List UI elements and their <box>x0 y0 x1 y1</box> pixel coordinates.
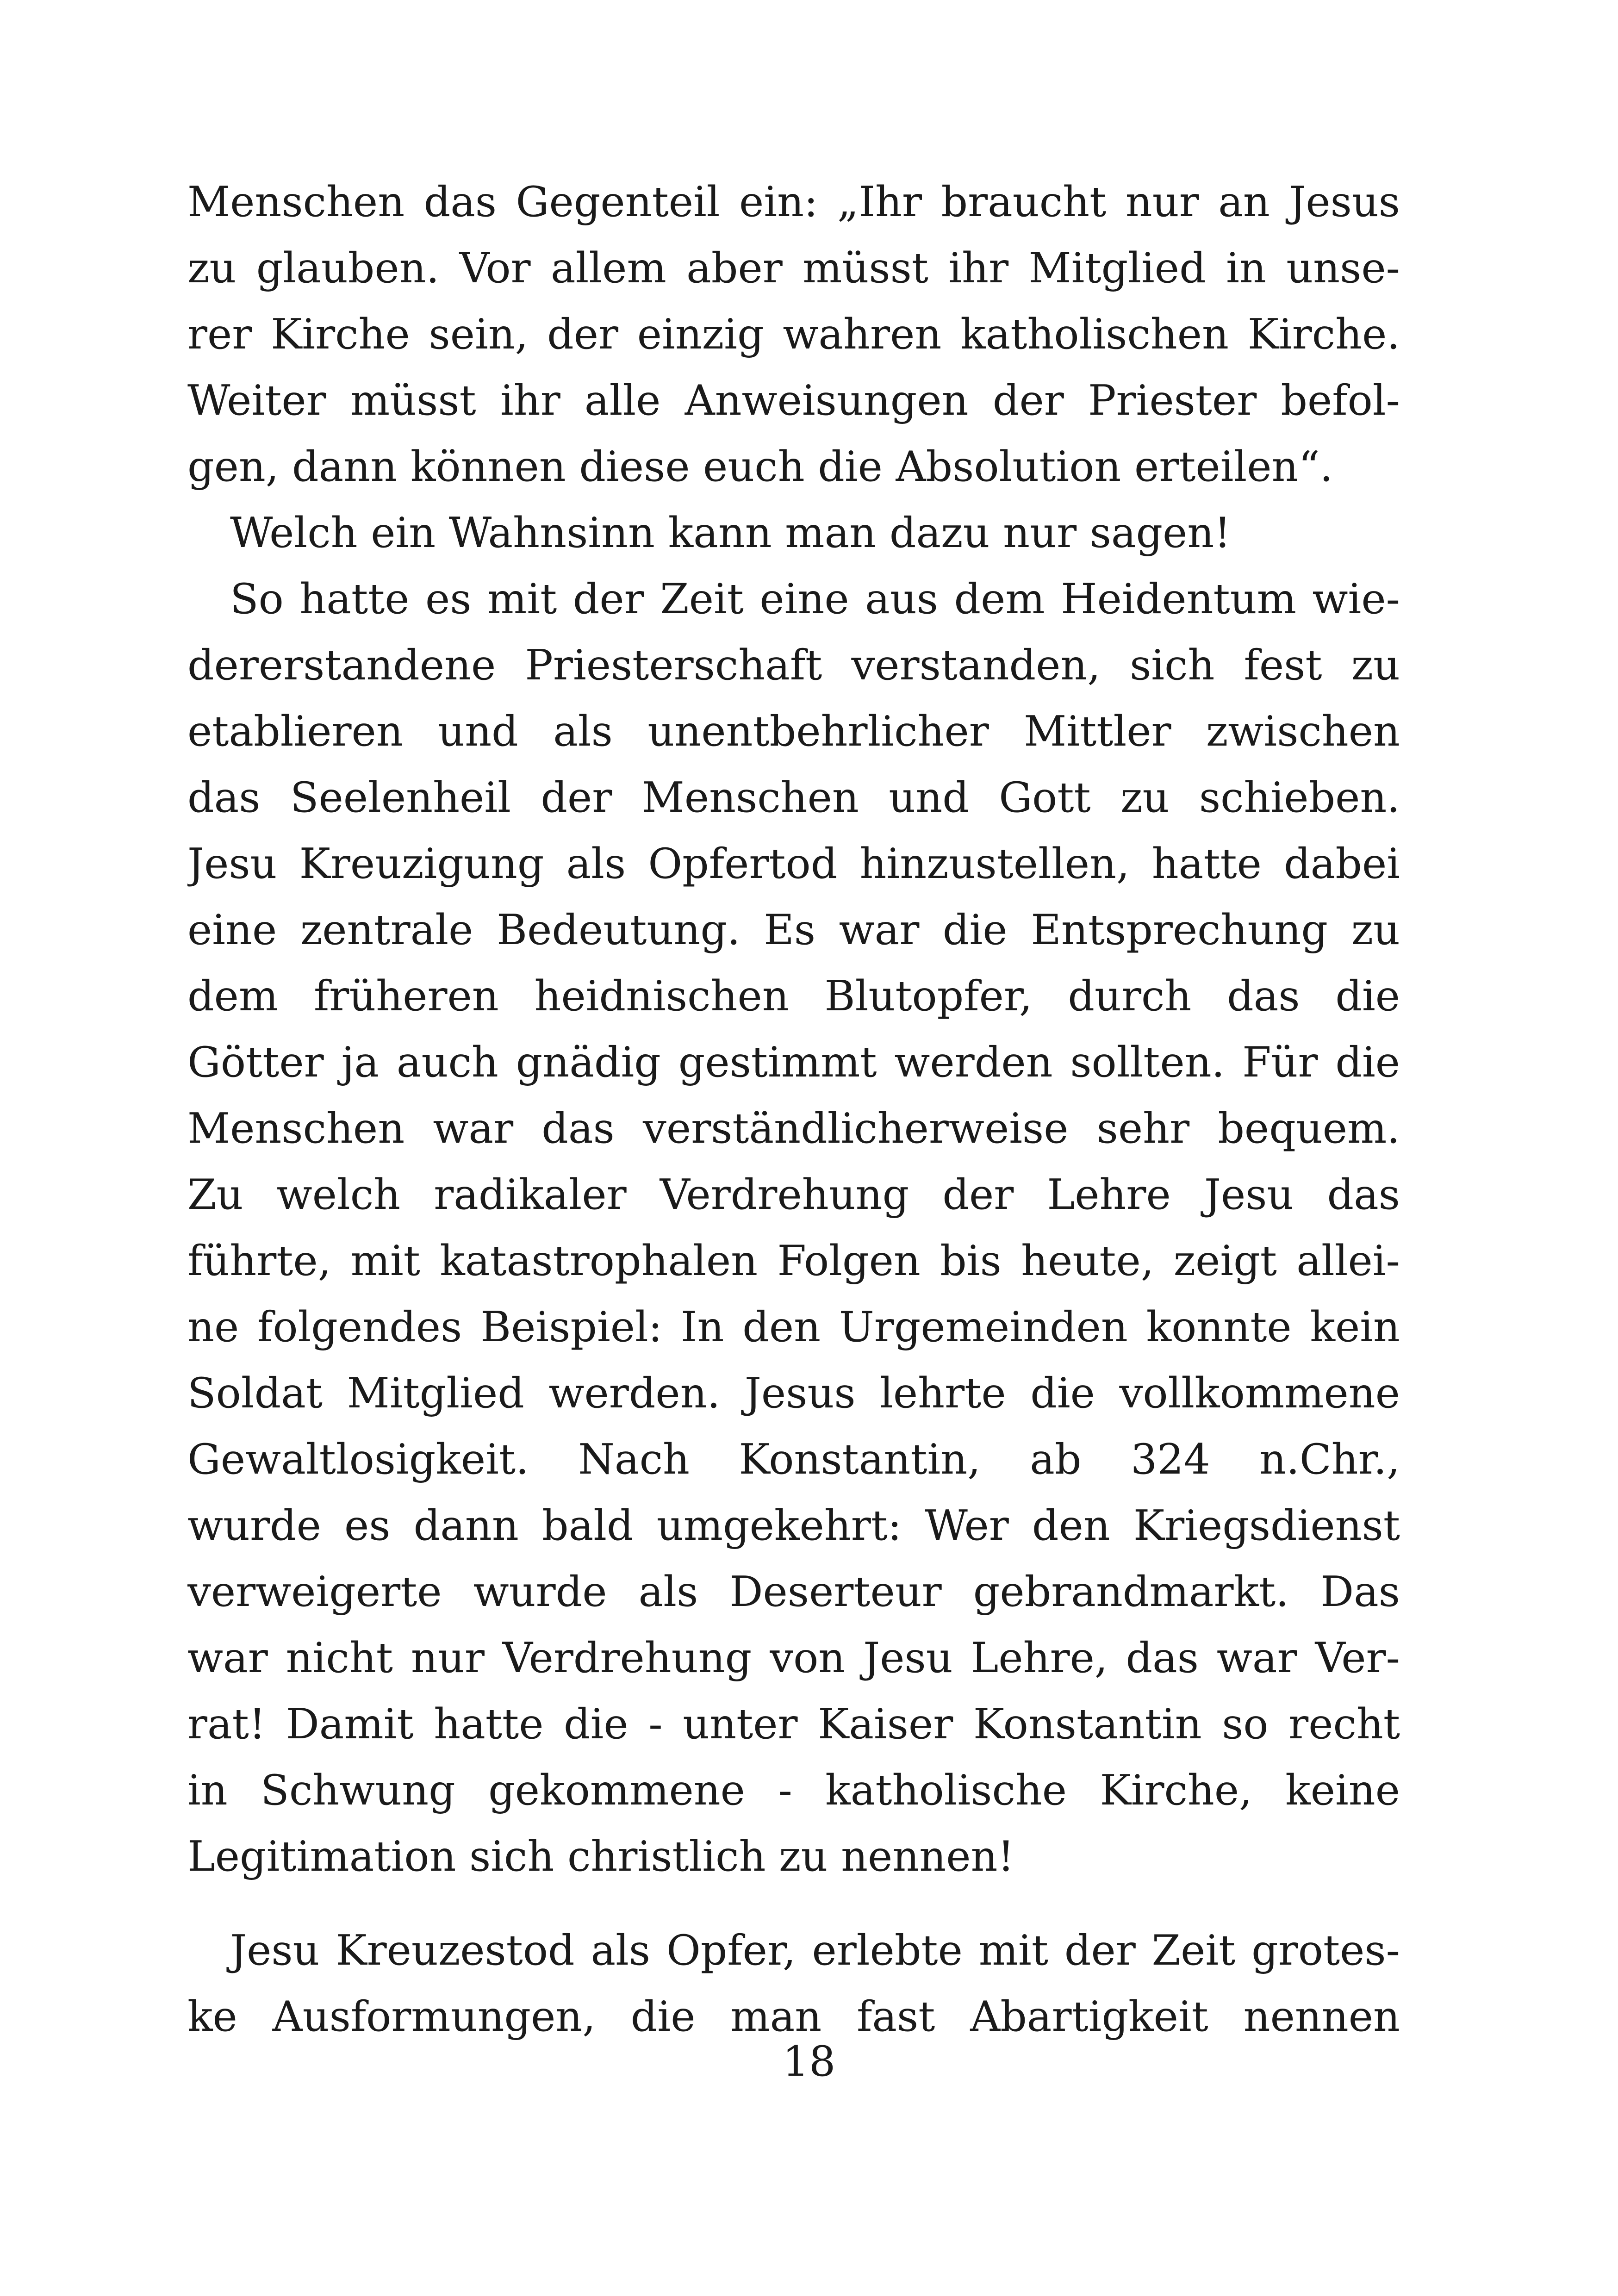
text-line: in Schwung gekommene - katholische Kirche, keine <box>187 1766 1400 1815</box>
text-line: ke Ausformungen, die man fast Abartigkeit nennen <box>187 1992 1400 2041</box>
text-line: etablieren und als unentbehrlicher Mittler zwischen <box>187 707 1400 756</box>
text-line: zu glauben. Vor allem aber müsst ihr Mitglied in unse- <box>187 244 1400 292</box>
text-line: Legitimation sich christlich zu nennen! <box>187 1832 1014 1881</box>
text-line: Soldat Mitglied werden. Jesus lehrte die vollkommene <box>187 1369 1400 1418</box>
text-line: Götter ja auch gnädig gestimmt werden sollten. Für die <box>187 1038 1400 1087</box>
text-line: Menschen war das verständlicherweise sehr bequem. <box>187 1104 1400 1153</box>
text-line: das Seelenheil der Menschen und Gott zu schieben. <box>187 773 1400 822</box>
text-line: dem früheren heidnischen Blutopfer, durch das die <box>187 972 1400 1020</box>
text-line: rer Kirche sein, der einzig wahren katholischen Kirche. <box>187 310 1400 359</box>
paragraph-gap <box>187 1890 1400 1917</box>
text-line: Weiter müsst ihr alle Anweisungen der Priester befol- <box>187 376 1400 425</box>
text-line: Gewaltlosigkeit. Nach Konstantin, ab 324 n.Chr., <box>187 1435 1400 1484</box>
body-text <box>187 169 1400 2050</box>
text-line: Menschen das Gegenteil ein: „Ihr braucht nur an Jesus <box>187 178 1400 226</box>
text-line: Welch ein Wahnsinn kann man dazu nur sagen! <box>230 509 1231 557</box>
text-line: eine zentrale Bedeutung. Es war die Entsprechung zu <box>187 906 1400 954</box>
text-line: Zu welch radikaler Verdrehung der Lehre Jesu das <box>187 1170 1400 1219</box>
text-line: war nicht nur Verdrehung von Jesu Lehre, das war Ver- <box>187 1634 1400 1682</box>
text-line: dererstandene Priesterschaft verstanden, sich fest zu <box>187 641 1400 690</box>
text-line: gen, dann können diese euch die Absolution erteilen“. <box>187 442 1333 491</box>
text-line: Jesu Kreuzigung als Opfertod hinzustellen, hatte dabei <box>187 840 1400 888</box>
text-line: führte, mit katastrophalen Folgen bis heute, zeigt allei- <box>187 1237 1400 1285</box>
text-line: wurde es dann bald umgekehrt: Wer den Kriegsdienst <box>187 1501 1400 1550</box>
text-line: So hatte es mit der Zeit eine aus dem Heidentum wie- <box>230 575 1400 623</box>
text-line: ne folgendes Beispiel: In den Urgemeinden konnte kein <box>187 1303 1400 1351</box>
text-line: rat! Damit hatte die - unter Kaiser Konstantin so recht <box>187 1700 1400 1748</box>
page-number: 18 <box>782 2037 836 2086</box>
text-line: verweigerte wurde als Deserteur gebrandmarkt. Das <box>187 1568 1400 1616</box>
text-line: Jesu Kreuzestod als Opfer, erlebte mit der Zeit grotes- <box>230 1926 1400 1975</box>
